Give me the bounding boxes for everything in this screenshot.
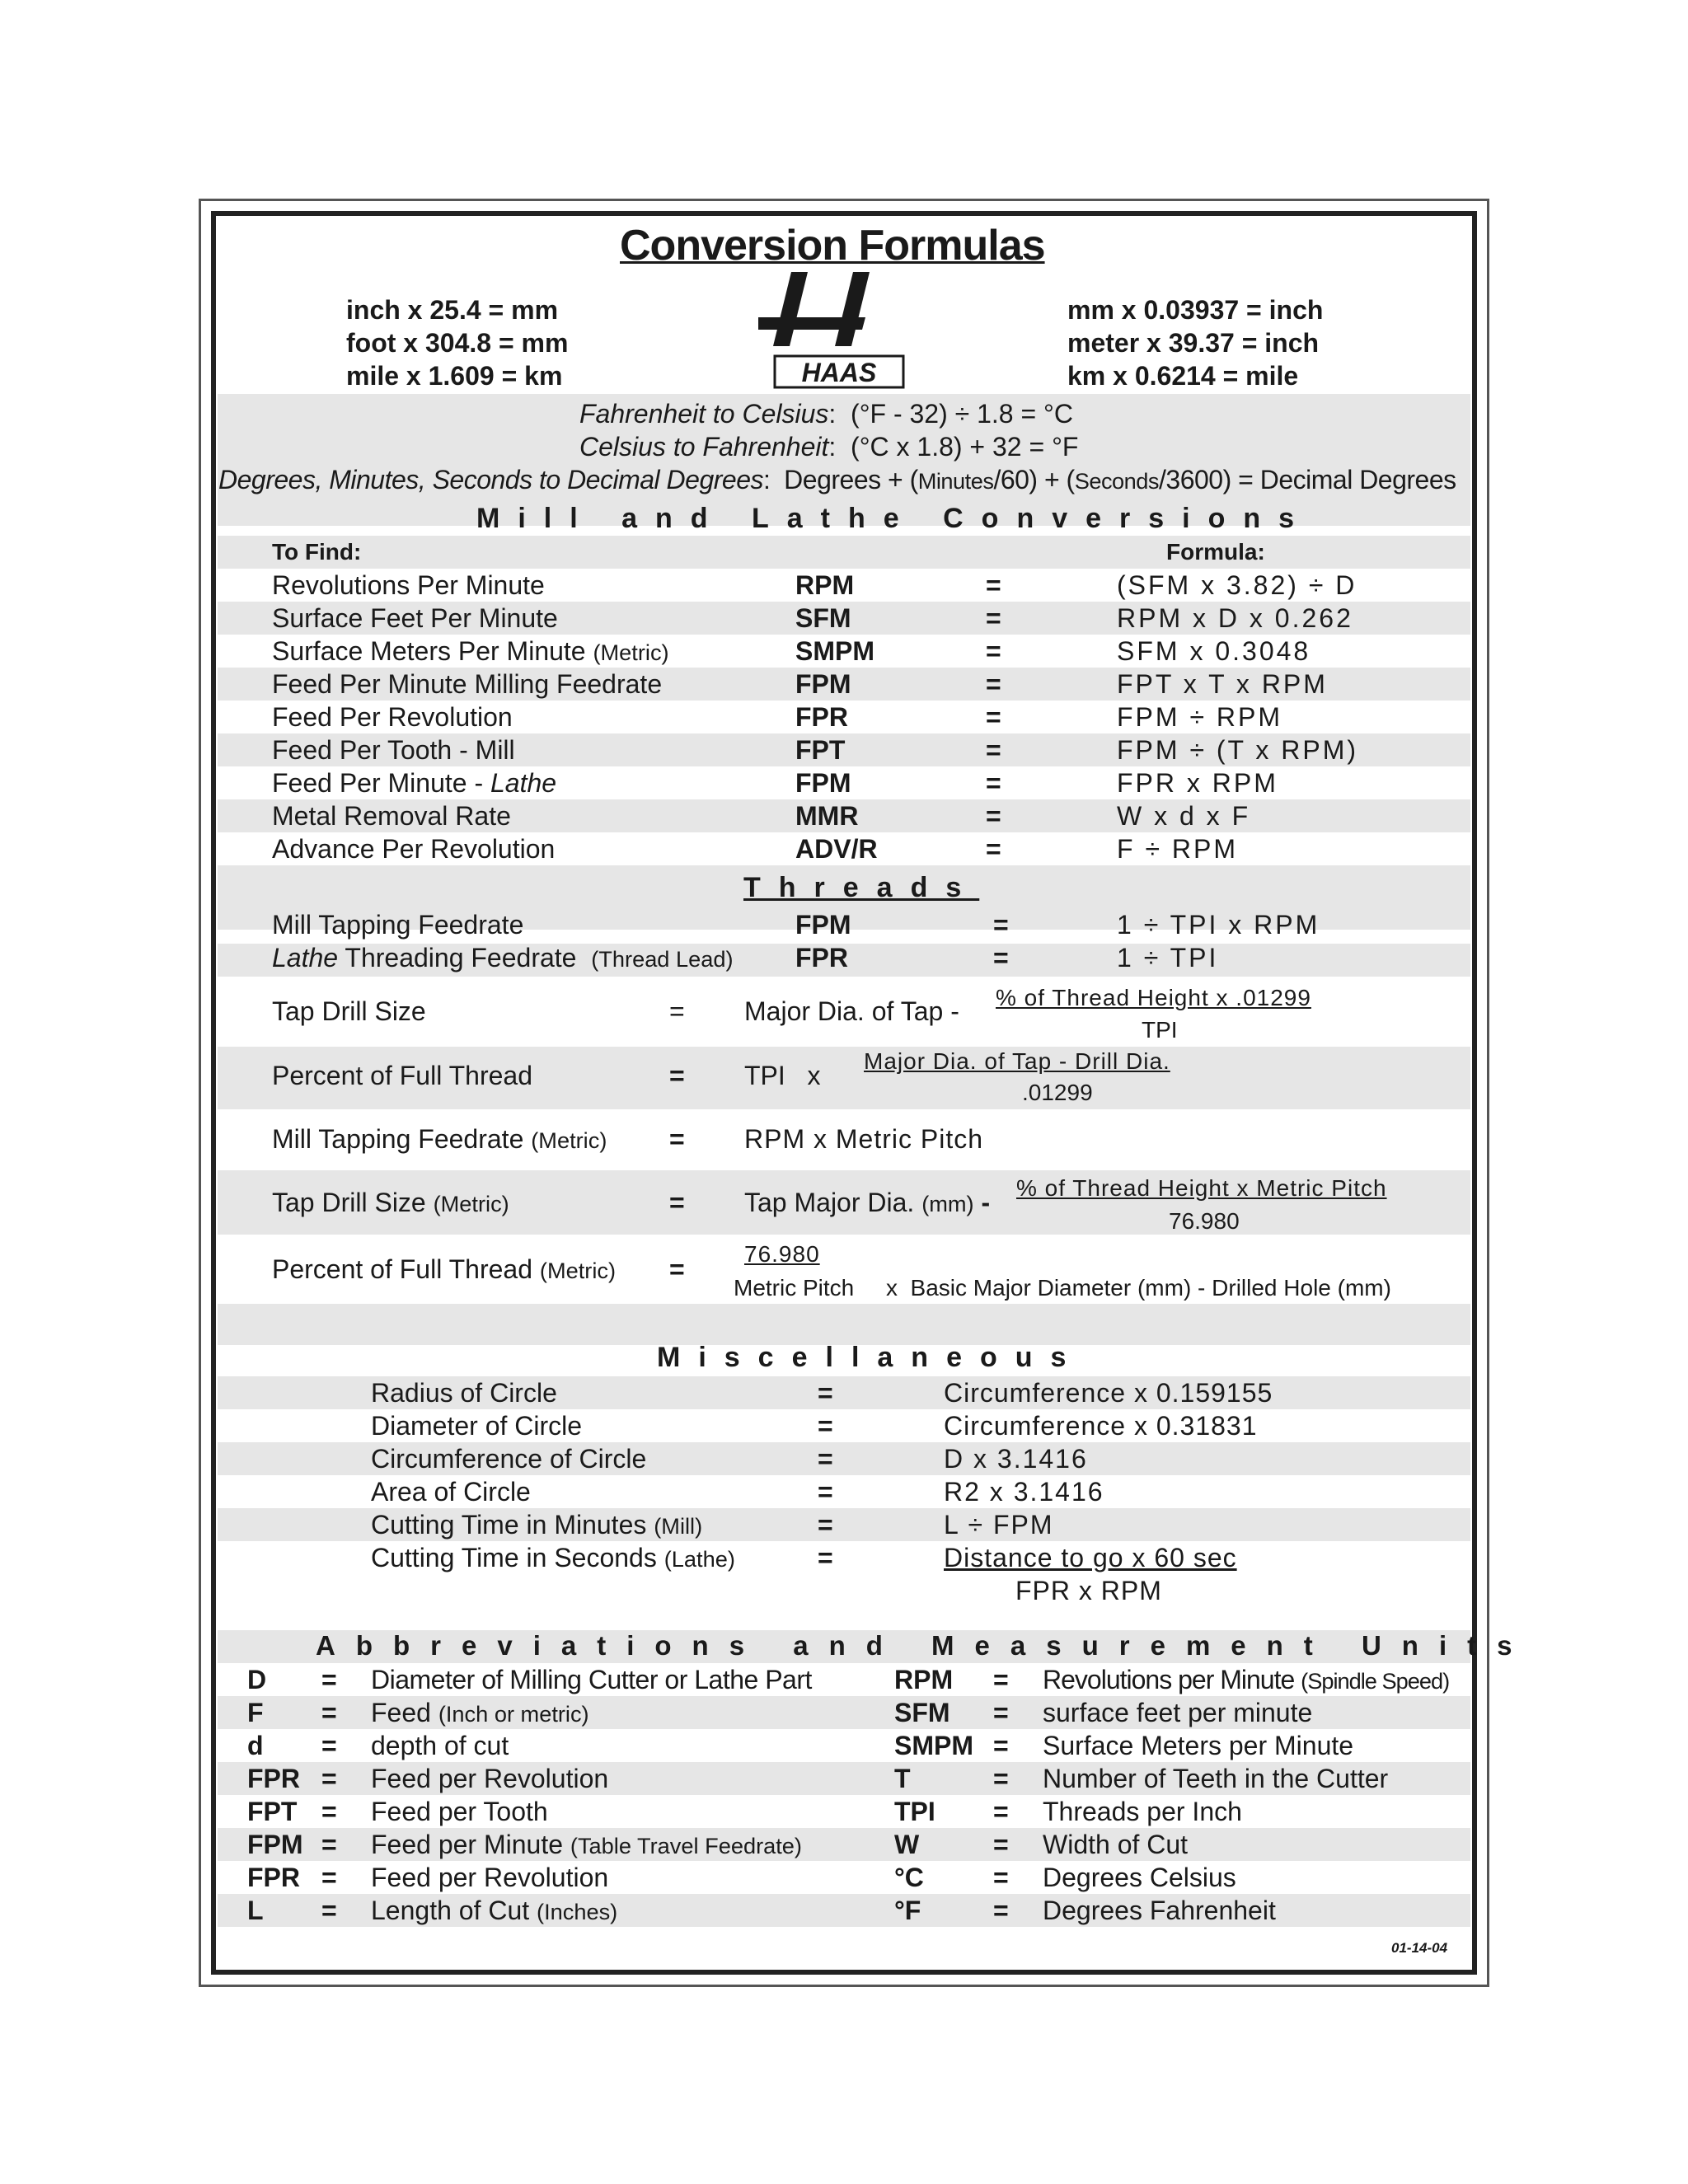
abbr-desc	[371, 1863, 608, 1893]
row-note: (Metric)	[531, 1127, 607, 1153]
misc-row-formula: Circumference x 0.159155	[944, 1378, 1273, 1408]
misc-row-eq: =	[818, 1510, 833, 1540]
row-note: (Metric)	[593, 640, 669, 665]
thread-row-eq: =	[993, 943, 1009, 972]
mill-row-name	[272, 603, 558, 634]
row-name: Surface Meters Per Minute	[272, 636, 586, 666]
abbr-eq: =	[993, 1731, 1009, 1760]
desc: depth of cut	[371, 1731, 509, 1760]
to-find-label: To Find:	[272, 539, 362, 565]
abbr-eq: =	[993, 1863, 1009, 1892]
abbr-eq: =	[321, 1797, 337, 1826]
row-name: Feed Per Tooth - Mill	[272, 735, 515, 765]
misc-row-name	[371, 1510, 702, 1540]
cut-sec-denominator: FPR x RPM	[1015, 1576, 1162, 1605]
date-code: 01-14-04	[1391, 1940, 1448, 1956]
mill-row-abbr: FPM	[795, 669, 851, 699]
thread-row-abbr: FPM	[795, 910, 851, 940]
abbr-desc	[1043, 1797, 1242, 1827]
abbr-key: F	[247, 1698, 264, 1727]
abbr-eq: =	[993, 1896, 1009, 1925]
abbr-key: d	[247, 1731, 264, 1760]
desc: Feed per Revolution	[371, 1863, 609, 1892]
abbr-key: SMPM	[894, 1731, 973, 1760]
percent-full-numerator: Major Dia. of Tap - Drill Dia.	[864, 1048, 1170, 1074]
mill-row-eq: =	[986, 735, 1001, 765]
metric-conversion-mile-km: mile x 1.609 = km	[346, 361, 563, 391]
dms-formula: Degrees + (	[784, 465, 918, 494]
tap-drill-metric-eq: =	[669, 1188, 685, 1217]
mill-row-abbr: FPR	[795, 702, 848, 732]
misc-row-name	[371, 1378, 557, 1408]
mill-row-eq: =	[986, 768, 1001, 798]
abbr-desc	[371, 1665, 812, 1695]
desc: Feed	[371, 1698, 431, 1727]
desc: Threads per Inch	[1043, 1797, 1242, 1826]
lhs-op: -	[981, 1188, 991, 1217]
desc: Length of Cut	[371, 1896, 530, 1925]
mill-row-abbr: RPM	[795, 570, 855, 600]
mill-row-name	[272, 669, 662, 700]
row-note: (Metric)	[539, 1258, 617, 1283]
logo-text: HAAS	[801, 358, 877, 387]
percent-full-denominator: .01299	[1022, 1080, 1093, 1105]
tap-drill-lhs: Major Dia. of Tap -	[744, 996, 959, 1026]
mill-row-name	[272, 636, 669, 667]
mill-row-name	[272, 834, 555, 865]
row-name: Surface Feet Per Minute	[272, 603, 558, 633]
desc: Feed per Tooth	[371, 1797, 548, 1826]
abbr-eq: =	[993, 1764, 1009, 1793]
note: (Inch or metric)	[438, 1701, 589, 1727]
section-heading-misc: Miscellaneous	[657, 1342, 1085, 1373]
abbr-desc	[1043, 1665, 1449, 1695]
row-name: Feed Per Minute -	[272, 768, 490, 798]
abbr-eq: =	[321, 1896, 337, 1925]
tap-drill-metric-name	[272, 1188, 509, 1218]
abbr-key: FPT	[247, 1797, 298, 1826]
thread-row-name	[272, 943, 734, 973]
misc-row-eq: =	[818, 1411, 833, 1441]
mill-row-eq: =	[986, 834, 1001, 864]
thread-row-name	[272, 910, 523, 940]
mill-row-formula: FPM ÷ RPM	[1117, 702, 1282, 732]
mill-tap-metric-eq: =	[669, 1124, 685, 1154]
mill-row-eq: =	[986, 603, 1001, 633]
mill-tap-metric-formula: RPM x Metric Pitch	[744, 1124, 984, 1154]
dms-minutes: Minutes	[917, 468, 994, 494]
row-name: Mill Tapping Feedrate	[272, 910, 524, 940]
abbr-desc	[371, 1698, 589, 1728]
mill-row-formula: SFM x 0.3048	[1117, 636, 1311, 666]
row-name: Diameter of Circle	[371, 1411, 583, 1441]
mill-row-abbr: SMPM	[795, 636, 874, 666]
abbr-key: TPI	[894, 1797, 935, 1826]
row-name: Tap Drill Size	[272, 1188, 426, 1217]
abbr-desc	[1043, 1863, 1236, 1893]
tap-drill-name: Tap Drill Size	[272, 996, 426, 1026]
desc: Surface Meters per Minute	[1043, 1731, 1354, 1760]
band	[218, 536, 1470, 569]
mill-tap-metric-name	[272, 1124, 607, 1155]
section-heading-threads: Threads	[743, 872, 980, 903]
lhs-note: (mm)	[921, 1191, 974, 1216]
mill-row-name	[272, 801, 511, 832]
abbr-key: FPR	[247, 1764, 300, 1793]
abbr-key: SFM	[894, 1698, 950, 1727]
abbr-eq: =	[321, 1698, 337, 1727]
dms-row: Degrees, Minutes, Seconds to Decimal Degrees: Degrees + (Minutes/60) + (Seconds/3600) = Decimal Degrees	[218, 465, 1456, 494]
misc-row-name	[371, 1477, 531, 1507]
abbr-key: °F	[894, 1896, 921, 1925]
row-name: Radius of Circle	[371, 1378, 557, 1408]
abbr-key: FPR	[247, 1863, 300, 1892]
desc: Feed per Revolution	[371, 1764, 609, 1793]
percent-full-lhs: TPI x	[744, 1061, 821, 1090]
mill-row-abbr: FPM	[795, 768, 851, 798]
note: (Spindle Speed)	[1301, 1668, 1450, 1694]
row-name: Area of Circle	[371, 1477, 531, 1507]
misc-row-formula: D x 3.1416	[944, 1444, 1088, 1474]
abbr-desc	[371, 1896, 617, 1926]
dms-formula: /60) + (	[993, 465, 1075, 494]
lhs: Tap Major Dia.	[744, 1188, 915, 1217]
mill-row-abbr: ADV/R	[795, 834, 878, 864]
metric-conversion-mm-inch: mm x 0.03937 = inch	[1067, 295, 1324, 325]
row-name: Feed Per Minute Milling Feedrate	[272, 669, 663, 699]
mill-row-formula: FPR x RPM	[1117, 768, 1278, 798]
section-heading-abbreviations: Abbreviations and Measurement Units	[316, 1630, 1533, 1661]
desc: Revolutions per Minute	[1043, 1665, 1295, 1694]
abbr-key: D	[247, 1665, 267, 1694]
tap-drill-metric-denominator: 76.980	[1169, 1208, 1240, 1234]
misc-row-eq: =	[818, 1477, 833, 1507]
row-note: (Metric)	[433, 1191, 509, 1216]
abbr-key: W	[894, 1830, 920, 1859]
abbr-eq: =	[321, 1863, 337, 1892]
misc-row-formula: L ÷ FPM	[944, 1510, 1054, 1540]
abbr-eq: =	[321, 1731, 337, 1760]
row-note: (Lathe)	[663, 1546, 735, 1572]
thread-row-eq: =	[993, 910, 1009, 940]
abbr-desc	[1043, 1698, 1312, 1728]
abbr-eq: =	[321, 1830, 337, 1859]
desc: Degrees Celsius	[1043, 1863, 1236, 1892]
percent-full-metric-denominator: Metric Pitch	[734, 1275, 855, 1301]
mill-row-formula: FPM ÷ (T x RPM)	[1117, 735, 1359, 765]
thread-row-abbr: FPR	[795, 943, 848, 972]
metric-conversion-foot-mm: foot x 304.8 = mm	[346, 328, 569, 358]
f-to-c-formula: (°F - 32) ÷ 1.8 = °C	[851, 399, 1073, 429]
percent-full-metric-eq: =	[669, 1254, 685, 1284]
misc-row-formula: R2 x 3.1416	[944, 1477, 1104, 1507]
misc-row-name	[371, 1543, 735, 1573]
misc-row-name	[371, 1444, 646, 1474]
mill-row-eq: =	[986, 801, 1001, 831]
percent-full-metric-rest: x Basic Major Diameter (mm) - Drilled Hole (mm)	[886, 1275, 1391, 1301]
row-name: Revolutions Per Minute	[272, 570, 545, 600]
thread-row-formula: 1 ÷ TPI x RPM	[1117, 910, 1320, 940]
mill-row-formula: W x d x F	[1117, 801, 1251, 831]
mill-row-name	[272, 570, 545, 601]
abbr-eq: =	[993, 1797, 1009, 1826]
mill-row-formula: RPM x D x 0.262	[1117, 603, 1353, 633]
abbr-desc	[1043, 1764, 1388, 1794]
row-name: Mill Tapping Feedrate	[272, 1124, 524, 1154]
row-name: Feed Per Revolution	[272, 702, 513, 732]
section-heading-mill-lathe: Mill and Lathe Conversions	[476, 503, 1313, 534]
mill-row-formula: FPT x T x RPM	[1117, 669, 1328, 699]
metric-conversion-inch-mm: inch x 25.4 = mm	[346, 295, 559, 325]
row-name-lathe: Lathe	[272, 943, 339, 972]
dms-seconds: Seconds	[1074, 468, 1160, 494]
mill-row-formula: F ÷ RPM	[1117, 834, 1238, 864]
row-name: Cutting Time in Minutes	[371, 1510, 647, 1540]
tap-drill-metric-lhs	[744, 1188, 990, 1218]
dms-formula: /3600) = Decimal Degrees	[1159, 465, 1456, 494]
abbr-desc	[371, 1764, 608, 1794]
haas-logo	[758, 272, 907, 391]
mill-row-name	[272, 735, 515, 766]
abbr-key: L	[247, 1896, 264, 1925]
abbr-eq: =	[993, 1698, 1009, 1727]
row-name: Percent of Full Thread	[272, 1254, 533, 1284]
note: (Inches)	[537, 1899, 618, 1924]
metric-conversion-km-mile: km x 0.6214 = mile	[1067, 361, 1299, 391]
percent-full-eq: =	[669, 1061, 685, 1090]
desc: Diameter of Milling Cutter or Lathe Part	[371, 1665, 812, 1694]
abbr-desc	[1043, 1731, 1353, 1761]
band	[218, 1304, 1470, 1345]
metric-conversion-meter-inch: meter x 39.37 = inch	[1067, 328, 1320, 358]
mill-row-abbr: SFM	[795, 603, 851, 633]
tap-drill-eq: =	[669, 996, 685, 1026]
misc-row-formula: Circumference x 0.31831	[944, 1411, 1258, 1441]
desc: Feed per Minute	[371, 1830, 564, 1859]
desc: Width of Cut	[1043, 1830, 1189, 1859]
mill-row-eq: =	[986, 570, 1001, 600]
row-name: Threading Feedrate	[338, 943, 577, 972]
note: (Table Travel Feedrate)	[570, 1833, 802, 1858]
c-to-f-formula: (°C x 1.8) + 32 = °F	[851, 432, 1079, 462]
percent-full-name: Percent of Full Thread	[272, 1061, 533, 1090]
abbr-eq: =	[993, 1665, 1009, 1694]
page-title: Conversion Formulas	[620, 222, 1045, 269]
abbr-key: °C	[894, 1863, 924, 1892]
abbr-eq: =	[321, 1665, 337, 1694]
abbr-key: RPM	[894, 1665, 954, 1694]
desc: Number of Teeth in the Cutter	[1043, 1764, 1389, 1793]
misc-row-formula: Distance to go x 60 sec	[944, 1543, 1237, 1572]
c-to-f-row: Celsius to Fahrenheit: (°C x 1.8) + 32 = °F	[579, 432, 1079, 462]
row-name: Cutting Time in Seconds	[371, 1543, 657, 1572]
thread-row-formula: 1 ÷ TPI	[1117, 943, 1219, 972]
abbr-key: FPM	[247, 1830, 303, 1859]
abbr-key: T	[894, 1764, 911, 1793]
mill-row-name	[272, 702, 513, 733]
f-to-c-row: Fahrenheit to Celsius: (°F - 32) ÷ 1.8 = °C	[579, 399, 1073, 429]
desc: Degrees Fahrenheit	[1043, 1896, 1276, 1925]
mill-row-eq: =	[986, 669, 1001, 699]
formula-label: Formula:	[1166, 539, 1265, 565]
tap-drill-numerator: % of Thread Height x .01299	[996, 985, 1311, 1010]
misc-row-eq: =	[818, 1444, 833, 1474]
c-to-f-label: Celsius to Fahrenheit	[579, 432, 829, 462]
mill-row-eq: =	[986, 702, 1001, 732]
abbr-eq: =	[993, 1830, 1009, 1859]
mill-row-name	[272, 768, 556, 799]
mill-row-formula: (SFM x 3.82) ÷ D	[1117, 570, 1357, 600]
misc-row-eq: =	[818, 1378, 833, 1408]
f-to-c-label: Fahrenheit to Celsius	[579, 399, 829, 429]
mill-row-abbr: MMR	[795, 801, 859, 831]
mill-row-eq: =	[986, 636, 1001, 666]
percent-full-metric-name	[272, 1254, 616, 1285]
abbr-desc	[371, 1731, 509, 1761]
row-name: Advance Per Revolution	[272, 834, 556, 864]
desc: surface feet per minute	[1043, 1698, 1313, 1727]
abbr-eq: =	[321, 1764, 337, 1793]
misc-row-name	[371, 1411, 582, 1441]
abbr-desc	[1043, 1830, 1188, 1860]
row-note: Lathe	[490, 768, 557, 798]
tap-drill-denominator: TPI	[1142, 1017, 1178, 1043]
abbr-desc	[371, 1797, 548, 1827]
abbr-desc	[1043, 1896, 1276, 1926]
tap-drill-metric-numerator: % of Thread Height x Metric Pitch	[1016, 1175, 1387, 1201]
misc-row-eq: =	[818, 1543, 833, 1572]
percent-full-metric-numerator: 76.980	[744, 1241, 820, 1267]
row-name: Metal Removal Rate	[272, 801, 511, 831]
abbr-desc	[371, 1830, 802, 1860]
mill-row-abbr: FPT	[795, 735, 846, 765]
row-note: (Mill)	[654, 1513, 703, 1539]
row-note: (Thread Lead)	[591, 946, 734, 972]
dms-label: Degrees, Minutes, Seconds to Decimal Degrees	[218, 465, 763, 494]
row-name: Circumference of Circle	[371, 1444, 647, 1474]
